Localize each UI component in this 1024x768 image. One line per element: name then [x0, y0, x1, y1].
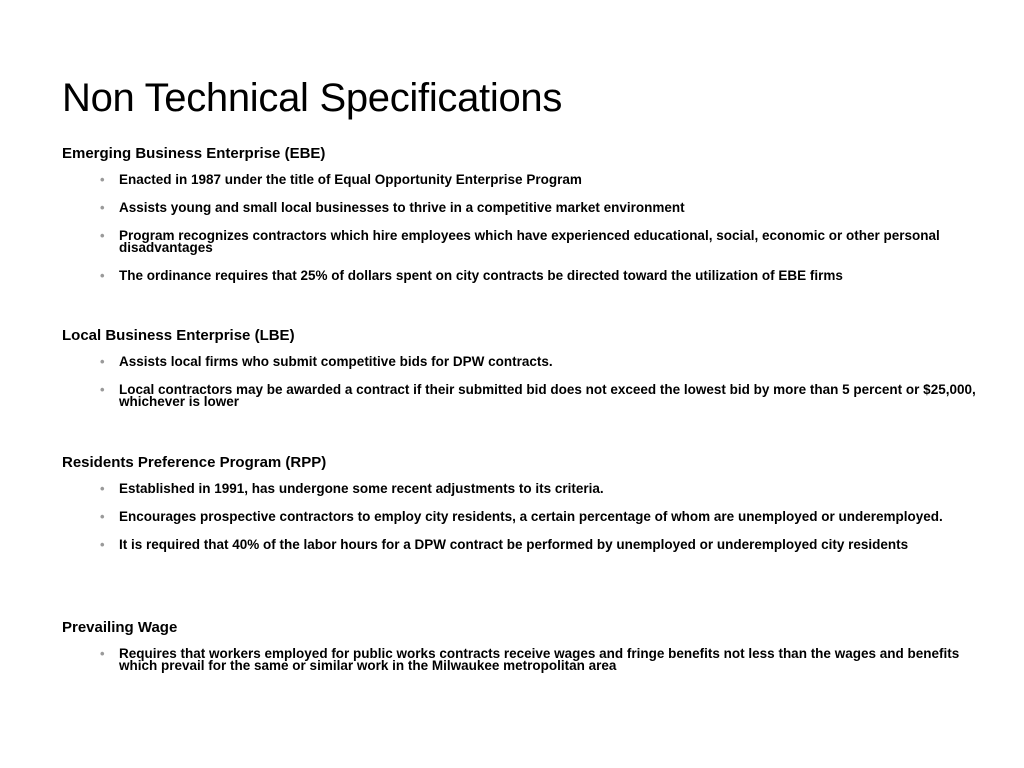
section-lbe	[62, 327, 982, 408]
section-rpp	[62, 454, 982, 551]
bullet-text: The ordinance requires that 25% of dollars spent on city contracts be directed toward the utilization of EBE firms	[119, 268, 843, 283]
bullet-dot-icon: •	[100, 509, 105, 524]
section-ebe	[62, 145, 982, 282]
bullet-text: Enacted in 1987 under the title of Equal Opportunity Enterprise Program	[119, 172, 582, 187]
list-item	[62, 227, 982, 254]
list-item	[62, 353, 982, 368]
bullet-dot-icon: •	[100, 646, 105, 661]
list-item	[62, 267, 982, 282]
bullet-text: Assists young and small local businesses to thrive in a competitive market environment	[119, 200, 685, 215]
list-item	[62, 645, 982, 672]
bullet-text: Established in 1991, has undergone some recent adjustments to its criteria.	[119, 481, 604, 496]
section-heading: Local Business Enterprise (LBE)	[62, 327, 295, 344]
bullet-dot-icon: •	[100, 382, 105, 397]
bullet-dot-icon: •	[100, 481, 105, 496]
bullet-text: Encourages prospective contractors to employ city residents, a certain percentage of whom are unemployed or underemployed.	[119, 509, 943, 524]
section-heading: Residents Preference Program (RPP)	[62, 454, 327, 471]
section-prevailing-wage	[62, 619, 982, 672]
list-item	[62, 171, 982, 186]
slide-title: Non Technical Specifications	[62, 76, 563, 120]
list-item	[62, 381, 982, 408]
bullet-text: Local contractors may be awarded a contract if their submitted bid does not exceed the lowest bid by more than 5 percent or $25,000, whichever is lower	[119, 382, 976, 409]
list-item	[62, 480, 982, 495]
bullet-list	[62, 645, 982, 672]
bullet-list	[62, 171, 982, 282]
bullet-text: Assists local firms who submit competitive bids for DPW contracts.	[119, 354, 553, 369]
bullet-text: It is required that 40% of the labor hours for a DPW contract be performed by unemployed or underemployed city residents	[119, 537, 909, 552]
bullet-text: Program recognizes contractors which hire employees which have experienced educational, social, economic or other personal disadvantages	[119, 228, 940, 255]
bullet-dot-icon: •	[100, 537, 105, 552]
bullet-dot-icon: •	[100, 200, 105, 215]
bullet-dot-icon: •	[100, 172, 105, 187]
list-item	[62, 536, 982, 551]
bullet-dot-icon: •	[100, 354, 105, 369]
list-item	[62, 199, 982, 214]
bullet-dot-icon: •	[100, 268, 105, 283]
bullet-dot-icon: •	[100, 228, 105, 243]
section-heading: Prevailing Wage	[62, 619, 178, 636]
section-heading: Emerging Business Enterprise (EBE)	[62, 145, 326, 162]
bullet-text: Requires that workers employed for public works contracts receive wages and fringe benefits not less than the wages and benefits which prevail for the same or similar work in the Milwaukee metropolitan area	[119, 646, 960, 673]
list-item	[62, 508, 982, 523]
bullet-list	[62, 353, 982, 408]
bullet-list	[62, 480, 982, 551]
